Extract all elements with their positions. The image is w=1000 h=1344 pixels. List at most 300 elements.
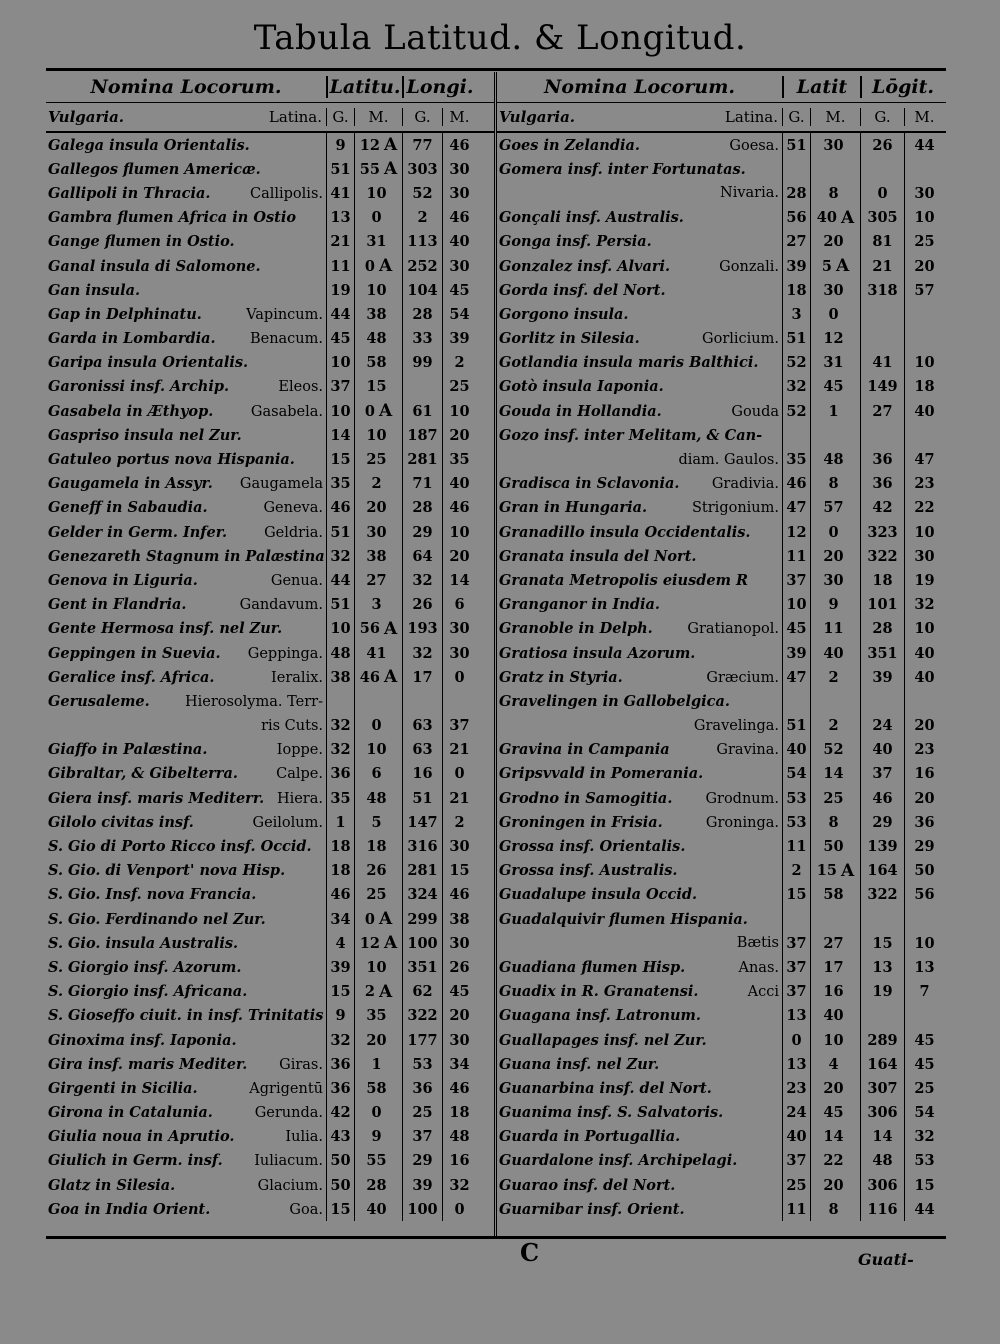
- lon-degrees-cell: [860, 762, 904, 786]
- lon-minutes-cell: [904, 1197, 944, 1221]
- place-name-cell: [497, 161, 782, 178]
- table-row: [497, 834, 946, 858]
- lat-degrees-cell: [782, 1052, 810, 1076]
- lat-degrees-value: 35: [330, 475, 351, 493]
- table-row: [497, 1149, 946, 1173]
- lat-minutes-cell: [354, 230, 402, 254]
- table-row: [497, 351, 946, 375]
- lon-degrees-cell: [402, 544, 442, 568]
- lon-minutes-cell: [904, 593, 944, 617]
- table-row: [497, 617, 946, 641]
- latina-label: Latina.: [268, 108, 322, 126]
- lon-minutes-cell: [904, 617, 944, 641]
- lon-minutes-value: 54: [914, 1104, 935, 1122]
- lat-minutes-cell: [810, 133, 860, 157]
- lon-degrees-cell: [860, 1052, 904, 1076]
- vulgar-name: Gotò insula Iaponia.: [499, 378, 664, 396]
- lat-minutes-value: 2: [371, 475, 382, 493]
- lat-minutes-value: 48: [823, 451, 844, 469]
- lat-minutes-value: 20: [366, 1031, 387, 1049]
- lat-degrees-value: 51: [786, 136, 807, 154]
- lon-degrees-cell: [402, 157, 442, 181]
- lon-degrees-cell: [860, 181, 904, 205]
- lat-minutes-cell: [354, 689, 402, 713]
- lon-degrees-cell: [402, 1125, 442, 1149]
- lon-degrees-cell: [860, 617, 904, 641]
- lat-minutes-value: 10: [823, 1031, 844, 1049]
- lon-degrees-cell: [402, 351, 442, 375]
- lat-minutes-cell: [810, 834, 860, 858]
- lat-minutes-value: 2: [364, 983, 375, 1001]
- table-row: [497, 1076, 946, 1100]
- vulgar-name: Gasabela in Æthyop.: [48, 402, 214, 420]
- table-row: [497, 133, 946, 157]
- latin-name: Glacium.: [257, 1177, 323, 1194]
- page-title: Tabula Latitud. & Longitud.: [253, 18, 747, 58]
- lon-minutes-value: 10: [914, 209, 935, 227]
- lon-minutes-cell: [442, 641, 476, 665]
- latin-name: Gouda: [731, 403, 779, 420]
- vulgar-name: S. Giorgio insf. Africana.: [48, 983, 248, 1001]
- place-name-cell: [46, 814, 326, 831]
- vulgar-name: Granganor in India.: [499, 596, 660, 614]
- lon-minutes-value: 34: [449, 1055, 470, 1073]
- lat-minutes-cell: [810, 181, 860, 205]
- lon-degrees-cell: [402, 955, 442, 979]
- lat-minutes-value: 31: [366, 233, 387, 251]
- vulgar-name: Geralice insf. Africa.: [48, 668, 215, 686]
- lon-degrees-value: 26: [872, 136, 893, 154]
- place-name-cell: [46, 378, 326, 395]
- lon-degrees-cell: [860, 883, 904, 907]
- lon-degrees-value: 28: [872, 620, 893, 638]
- place-name-cell: [497, 403, 782, 420]
- austral-marker: A: [383, 933, 398, 954]
- vulgar-name: Gan insula.: [48, 281, 141, 299]
- lat-minutes-cell: [810, 1197, 860, 1221]
- lat-minutes-value: 58: [366, 1079, 387, 1097]
- lat-minutes-cell: [810, 665, 860, 689]
- lat-minutes-cell: [354, 133, 402, 157]
- lat-minutes-cell: [354, 907, 402, 931]
- lon-minutes-cell: [442, 1052, 476, 1076]
- table-row: [46, 133, 494, 157]
- lat-degrees-value: 27: [786, 233, 807, 251]
- lat-degrees-cell: [782, 327, 810, 351]
- lat-degrees-cell: [782, 762, 810, 786]
- lon-degrees-value: 24: [872, 717, 893, 735]
- lon-minutes-cell: [442, 375, 476, 399]
- lon-minutes-value: 20: [914, 257, 935, 275]
- lon-minutes-value: 25: [914, 233, 935, 251]
- lon-minutes-cell: [442, 544, 476, 568]
- lat-minutes-cell: [354, 859, 402, 883]
- lat-degrees-cell: [326, 133, 354, 157]
- lat-minutes-value: 9: [828, 596, 839, 614]
- table-row: [497, 399, 946, 423]
- lon-degrees-value: 21: [872, 257, 893, 275]
- lon-minutes-value: 13: [914, 958, 935, 976]
- lon-degrees-value: 41: [872, 354, 893, 372]
- lat-minutes-value: 10: [366, 958, 387, 976]
- austral-marker: A: [840, 860, 855, 881]
- names-header: Nomina Locorum.: [544, 76, 735, 98]
- vulgar-name: Guadix in R. Granatensi.: [499, 983, 699, 1001]
- lat-minutes-cell: [810, 859, 860, 883]
- place-name-cell: [497, 185, 782, 201]
- vulgar-name: Gente Hermosa insf. nel Zur.: [48, 620, 283, 638]
- vulgar-name: Gonçali insf. Australis.: [499, 209, 684, 227]
- lat-degrees-value: 37: [786, 571, 807, 589]
- lat-degrees-value: 0: [791, 1031, 802, 1049]
- table-row: [497, 447, 946, 471]
- lat-minutes-value: 0: [364, 910, 375, 928]
- lon-degrees-cell: [402, 447, 442, 471]
- table-row: [497, 520, 946, 544]
- lon-minutes-cell: [442, 859, 476, 883]
- lon-minutes-value: 6: [454, 596, 465, 614]
- place-name-cell: [46, 1104, 326, 1121]
- lat-minutes-cell: [810, 1149, 860, 1173]
- lat-minutes-cell: [810, 496, 860, 520]
- place-name-cell: [497, 1152, 782, 1169]
- place-name-cell: [46, 524, 326, 541]
- lat-degrees-value: 10: [330, 620, 351, 638]
- vulgar-name: Guanarbina insf. del Nort.: [499, 1079, 712, 1097]
- lon-degrees-cell: [860, 810, 904, 834]
- lat-degrees-value: 43: [330, 1128, 351, 1146]
- table-row: [497, 1052, 946, 1076]
- vulgar-name: Guagana insf. Latronum.: [499, 1007, 701, 1025]
- vulgar-name: S. Gio. Insf. nova Francia.: [48, 886, 257, 904]
- lat-degrees-value: 19: [330, 281, 351, 299]
- lon-minutes-header: M.: [904, 108, 944, 126]
- lat-degrees-cell: [326, 496, 354, 520]
- latin-name: Grodnum.: [705, 790, 779, 807]
- lat-minutes-value: 5: [371, 813, 382, 831]
- lat-degrees-value: 54: [786, 765, 807, 783]
- lon-degrees-cell: [402, 1101, 442, 1125]
- lon-degrees-cell: [860, 447, 904, 471]
- lat-degrees-cell: [326, 520, 354, 544]
- place-name-cell: [497, 452, 782, 468]
- lat-minutes-cell: [810, 1173, 860, 1197]
- vulgar-name: Gatuleo portus nova Hispania.: [48, 451, 295, 469]
- lon-degrees-value: 307: [867, 1079, 898, 1097]
- lon-degrees-value: 46: [872, 789, 893, 807]
- lon-minutes-cell: [904, 689, 944, 713]
- lat-minutes-value: 14: [823, 765, 844, 783]
- vulgar-name: S. Gioseffo ciuit. in insf. Trinitatis: [48, 1007, 324, 1025]
- lon-degrees-value: 323: [867, 523, 898, 541]
- lon-degrees-value: 63: [412, 741, 433, 759]
- table-row: [497, 738, 946, 762]
- lon-degrees-value: 29: [872, 813, 893, 831]
- lat-minutes-cell: [354, 786, 402, 810]
- lat-degrees-cell: [326, 689, 354, 713]
- lon-minutes-cell: [442, 907, 476, 931]
- place-name-cell: [497, 258, 782, 275]
- lon-minutes-cell: [904, 1028, 944, 1052]
- lat-degrees-value: 44: [330, 305, 351, 323]
- table-row: [497, 1004, 946, 1028]
- lat-minutes-value: 8: [828, 184, 839, 202]
- lat-minutes-cell: [810, 399, 860, 423]
- lat-minutes-cell: [810, 762, 860, 786]
- table-row: [497, 544, 946, 568]
- lat-minutes-value: 17: [823, 958, 844, 976]
- lat-degrees-value: 52: [786, 402, 807, 420]
- lat-minutes-value: 26: [366, 862, 387, 880]
- vulgar-name: Guadiana flumen Hisp.: [499, 958, 686, 976]
- lon-minutes-value: 30: [914, 547, 935, 565]
- place-name-cell: [46, 427, 326, 444]
- table-row: [46, 1125, 494, 1149]
- lat-minutes-cell: [354, 568, 402, 592]
- lon-degrees-cell: [860, 980, 904, 1004]
- lon-degrees-value: 306: [867, 1104, 898, 1122]
- lat-minutes-cell: [354, 593, 402, 617]
- lat-minutes-value: 0: [364, 257, 375, 275]
- lon-degrees-value: 322: [867, 547, 898, 565]
- place-name-cell: [497, 790, 782, 807]
- lat-minutes-value: 30: [823, 571, 844, 589]
- lat-degrees-cell: [782, 230, 810, 254]
- lat-degrees-value: 2: [791, 862, 802, 880]
- place-name-cell: [497, 983, 782, 1000]
- table-row: [46, 206, 494, 230]
- table-row: [497, 786, 946, 810]
- lon-minutes-cell: [904, 157, 944, 181]
- lon-degrees-cell: [860, 907, 904, 931]
- vulgar-name: Guallapages insf. nel Zur.: [499, 1031, 707, 1049]
- place-name-cell: [46, 645, 326, 662]
- table-row: [46, 254, 494, 278]
- lon-degrees-cell: [402, 931, 442, 955]
- table-row: [46, 859, 494, 883]
- lon-degrees-value: 64: [412, 547, 433, 565]
- lon-degrees-cell: [860, 1197, 904, 1221]
- lat-degrees-cell: [782, 1149, 810, 1173]
- latina-label: Latina.: [724, 108, 778, 126]
- lon-degrees-value: 164: [867, 1055, 898, 1073]
- lat-degrees-value: 10: [330, 354, 351, 372]
- lat-degrees-value: 51: [786, 330, 807, 348]
- lon-minutes-value: 18: [914, 378, 935, 396]
- lat-degrees-value: 35: [330, 789, 351, 807]
- lat-minutes-value: 25: [366, 886, 387, 904]
- table-row: [46, 181, 494, 205]
- lon-degrees-cell: [402, 1052, 442, 1076]
- lon-minutes-cell: [442, 351, 476, 375]
- lon-minutes-cell: [904, 1101, 944, 1125]
- lat-minutes-value: 20: [823, 233, 844, 251]
- table-row: [46, 883, 494, 907]
- lat-degrees-value: 32: [330, 1031, 351, 1049]
- rows-left: [46, 133, 494, 1221]
- place-name-cell: [497, 1056, 782, 1073]
- lat-minutes-value: 48: [366, 789, 387, 807]
- lat-minutes-value: 30: [366, 523, 387, 541]
- lat-degrees-cell: [326, 1173, 354, 1197]
- vulgar-name: S. Gio. di Venport' nova Hisp.: [48, 862, 286, 880]
- lon-degrees-value: 164: [867, 862, 898, 880]
- place-name-cell: [46, 403, 326, 420]
- lat-degrees-cell: [782, 133, 810, 157]
- place-name-cell: [46, 911, 326, 928]
- lat-degrees-value: 47: [786, 499, 807, 517]
- austral-marker: A: [378, 909, 393, 930]
- lon-degrees-cell: [860, 520, 904, 544]
- lon-minutes-value: 10: [449, 402, 470, 420]
- table-row: [46, 641, 494, 665]
- lat-minutes-value: 6: [371, 765, 382, 783]
- place-name-cell: [497, 741, 782, 758]
- lon-minutes-cell: [904, 254, 944, 278]
- latin-name: Gerunda.: [254, 1105, 323, 1122]
- lon-minutes-value: 20: [449, 547, 470, 565]
- table-row: [46, 714, 494, 738]
- lat-degrees-value: 4: [335, 934, 346, 952]
- table-row: [497, 641, 946, 665]
- table-row: [46, 327, 494, 351]
- lon-minutes-cell: [442, 786, 476, 810]
- lat-degrees-value: 46: [330, 499, 351, 517]
- vulgar-name: Garonissi insf. Archip.: [48, 378, 230, 396]
- lat-degrees-cell: [782, 810, 810, 834]
- lat-minutes-cell: [354, 1052, 402, 1076]
- place-name-cell: [497, 1177, 782, 1194]
- vulgar-name: Gerusaleme.: [48, 692, 150, 710]
- lat-degrees-cell: [326, 1197, 354, 1221]
- table-row: [497, 254, 946, 278]
- lat-minutes-cell: [354, 206, 402, 230]
- lon-minutes-value: 10: [914, 934, 935, 952]
- lat-degrees-cell: [782, 738, 810, 762]
- lat-degrees-cell: [782, 1125, 810, 1149]
- table-row: [46, 1149, 494, 1173]
- table-row: [497, 955, 946, 979]
- lat-degrees-value: 37: [786, 958, 807, 976]
- lon-degrees-value: 53: [412, 1055, 433, 1073]
- latin-name: Strigonium.: [691, 500, 779, 517]
- lon-minutes-value: 54: [449, 305, 470, 323]
- lon-degrees-cell: [402, 278, 442, 302]
- lat-minutes-header: M.: [354, 108, 402, 126]
- lon-degrees-cell: [402, 327, 442, 351]
- lat-minutes-cell: [354, 714, 402, 738]
- lat-degrees-value: 46: [786, 475, 807, 493]
- place-name-cell: [497, 330, 782, 347]
- lat-degrees-cell: [326, 181, 354, 205]
- latin-name: Bætis: [736, 935, 779, 952]
- lon-degrees-value: 322: [867, 886, 898, 904]
- place-name-cell: [46, 475, 326, 492]
- lon-minutes-cell: [904, 327, 944, 351]
- place-name-cell: [497, 765, 782, 782]
- lon-degrees-value: 116: [867, 1200, 898, 1218]
- lon-degrees-cell: [402, 423, 442, 447]
- lat-degrees-value: 18: [330, 838, 351, 856]
- lat-degrees-value: 1: [335, 813, 346, 831]
- vulgar-name: Genezareth Stagnum in Palæstina: [48, 547, 325, 565]
- table-row: [46, 423, 494, 447]
- lat-minutes-value: 0: [371, 717, 382, 735]
- lon-degrees-cell: [402, 786, 442, 810]
- lon-minutes-value: 26: [449, 958, 470, 976]
- place-name-cell: [46, 669, 326, 686]
- place-name-cell: [46, 1201, 326, 1218]
- place-name-cell: [497, 1128, 782, 1145]
- lon-degrees-value: 193: [407, 620, 438, 638]
- lat-minutes-value: 8: [828, 813, 839, 831]
- lat-degrees-value: 15: [330, 983, 351, 1001]
- lat-minutes-cell: [810, 931, 860, 955]
- place-name-cell: [497, 572, 782, 589]
- left-half-table: [46, 72, 494, 1236]
- lat-degrees-cell: [326, 375, 354, 399]
- lon-degrees-cell: [860, 1028, 904, 1052]
- table-row: [497, 931, 946, 955]
- lat-degrees-cell: [782, 254, 810, 278]
- lon-minutes-cell: [442, 883, 476, 907]
- lat-degrees-value: 3: [791, 305, 802, 323]
- lat-minutes-cell: [810, 593, 860, 617]
- lon-minutes-cell: [904, 931, 944, 955]
- lat-minutes-value: 30: [823, 281, 844, 299]
- table-row: [497, 714, 946, 738]
- lat-degrees-cell: [326, 423, 354, 447]
- lon-minutes-cell: [904, 1125, 944, 1149]
- lon-minutes-value: 53: [914, 1152, 935, 1170]
- place-name-cell: [497, 718, 782, 734]
- lat-minutes-cell: [810, 230, 860, 254]
- vulgar-name: Gonga insf. Persia.: [499, 233, 652, 251]
- lat-degrees-value: 32: [330, 717, 351, 735]
- lon-degrees-cell: [860, 1101, 904, 1125]
- table-row: [46, 1197, 494, 1221]
- lon-degrees-cell: [402, 520, 442, 544]
- place-name-cell: [46, 983, 326, 1000]
- lon-minutes-cell: [442, 762, 476, 786]
- table-row: [46, 1076, 494, 1100]
- lat-degrees-value: 11: [786, 547, 807, 565]
- lat-degrees-cell: [782, 1004, 810, 1028]
- lon-minutes-cell: [904, 447, 944, 471]
- lon-degrees-value: 252: [407, 257, 438, 275]
- lat-degrees-value: 47: [786, 668, 807, 686]
- latin-name: Geilolum.: [252, 814, 323, 831]
- vulgar-name: Gange flumen in Ostio.: [48, 233, 235, 251]
- austral-marker: A: [383, 667, 398, 688]
- lon-degrees-value: 316: [407, 838, 438, 856]
- lon-degrees-cell: [402, 859, 442, 883]
- lon-minutes-cell: [442, 931, 476, 955]
- lon-minutes-cell: [442, 1173, 476, 1197]
- lon-degrees-cell: [402, 230, 442, 254]
- latin-name: Goesa.: [729, 137, 779, 154]
- latin-name: Goa.: [289, 1201, 323, 1218]
- lat-degrees-value: 34: [330, 910, 351, 928]
- latin-name: Eleos.: [278, 379, 323, 396]
- lon-minutes-cell: [442, 327, 476, 351]
- lat-minutes-value: 12: [359, 934, 380, 952]
- lon-minutes-value: 57: [914, 281, 935, 299]
- lat-degrees-cell: [326, 834, 354, 858]
- vulgar-name: Gradisca in Sclavonia.: [499, 475, 680, 493]
- lon-minutes-value: 37: [449, 717, 470, 735]
- table-row: [46, 1101, 494, 1125]
